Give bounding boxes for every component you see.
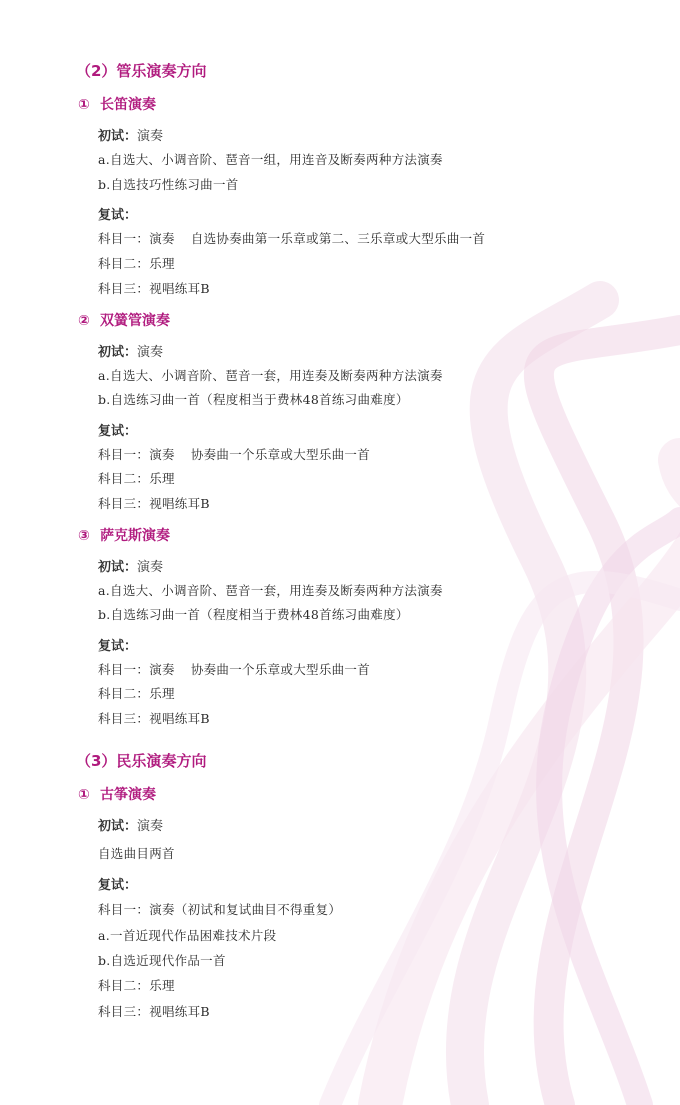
retest-line: a.一首近现代作品困难技术片段 [98,928,277,943]
retest-line: 科目三：视唱练耳B [98,281,210,296]
initial-subject: 演奏 [137,345,164,360]
section-title-folk: （3）民乐演奏方向 [76,752,207,770]
initial-line: a.自选大、小调音阶、琶音一套，用连奏及断奏两种方法演奏 [98,368,443,383]
item-number: ① [78,787,90,803]
retest-label: 复试： [98,639,138,654]
retest-line [98,229,485,247]
initial-label-text: 初试： [98,560,138,575]
section-title-wind: （2）管乐演奏方向 [76,62,207,80]
initial-subject: 演奏 [137,819,164,834]
retest-line: 科目三：视唱练耳B [98,496,210,511]
retest-line: 科目二：乐理 [98,686,175,701]
initial-label-text: 初试： [98,345,138,360]
initial-label-text: 初试： [98,129,138,144]
initial-line: b.自选技巧性练习曲一首 [98,177,239,192]
initial-subject: 演奏 [137,129,164,144]
initial-line: b.自选练习曲一首（程度相当于费林48首练习曲难度） [98,392,409,407]
retest-line: 科目二：乐理 [98,978,175,993]
retest-line-extra: 自选协奏曲第一乐章或第二、三乐章或大型乐曲一首 [190,231,486,246]
retest-label: 复试： [98,878,138,893]
initial-subject: 演奏 [137,560,164,575]
initial-line: a.自选大、小调音阶、琶音一套，用连奏及断奏两种方法演奏 [98,583,443,598]
retest-line: 科目三：视唱练耳B [98,711,210,726]
retest-label: 复试： [98,208,138,223]
retest-line [98,660,370,678]
retest-label: 复试： [98,424,138,439]
item-name: 长笛演奏 [100,97,156,113]
retest-line-text: 科目一：演奏 [98,662,175,677]
item-name: 萨克斯演奏 [100,528,170,544]
item-title-flute [78,94,156,114]
initial-line: 自选曲目两首 [98,846,175,861]
retest-line-text: 科目一：演奏 [98,447,175,462]
retest-line: 科目三：视唱练耳B [98,1004,210,1019]
initial-label [98,341,163,360]
item-number: ① [78,97,90,113]
retest-line [98,445,370,463]
retest-line: b.自选近现代作品一首 [98,953,226,968]
item-title-guzheng [78,784,156,804]
item-number: ③ [78,528,90,544]
retest-line-extra: 协奏曲一个乐章或大型乐曲一首 [190,447,371,462]
item-title-saxophone [78,525,170,545]
item-title-oboe [78,310,170,330]
retest-line: 科目一：演奏（初试和复试曲目不得重复） [98,902,342,917]
item-name: 双簧管演奏 [100,313,170,329]
initial-label [98,125,163,144]
item-number: ② [78,313,90,329]
retest-line-extra: 协奏曲一个乐章或大型乐曲一首 [190,662,371,677]
initial-line: b.自选练习曲一首（程度相当于费林48首练习曲难度） [98,607,409,622]
retest-line: 科目二：乐理 [98,471,175,486]
initial-label-text: 初试： [98,819,138,834]
item-name: 古筝演奏 [100,787,156,803]
initial-line: a.自选大、小调音阶、琶音一组，用连音及断奏两种方法演奏 [98,152,443,167]
initial-label [98,815,163,834]
retest-line: 科目二：乐理 [98,256,175,271]
retest-line-text: 科目一：演奏 [98,231,175,246]
initial-label [98,556,163,575]
